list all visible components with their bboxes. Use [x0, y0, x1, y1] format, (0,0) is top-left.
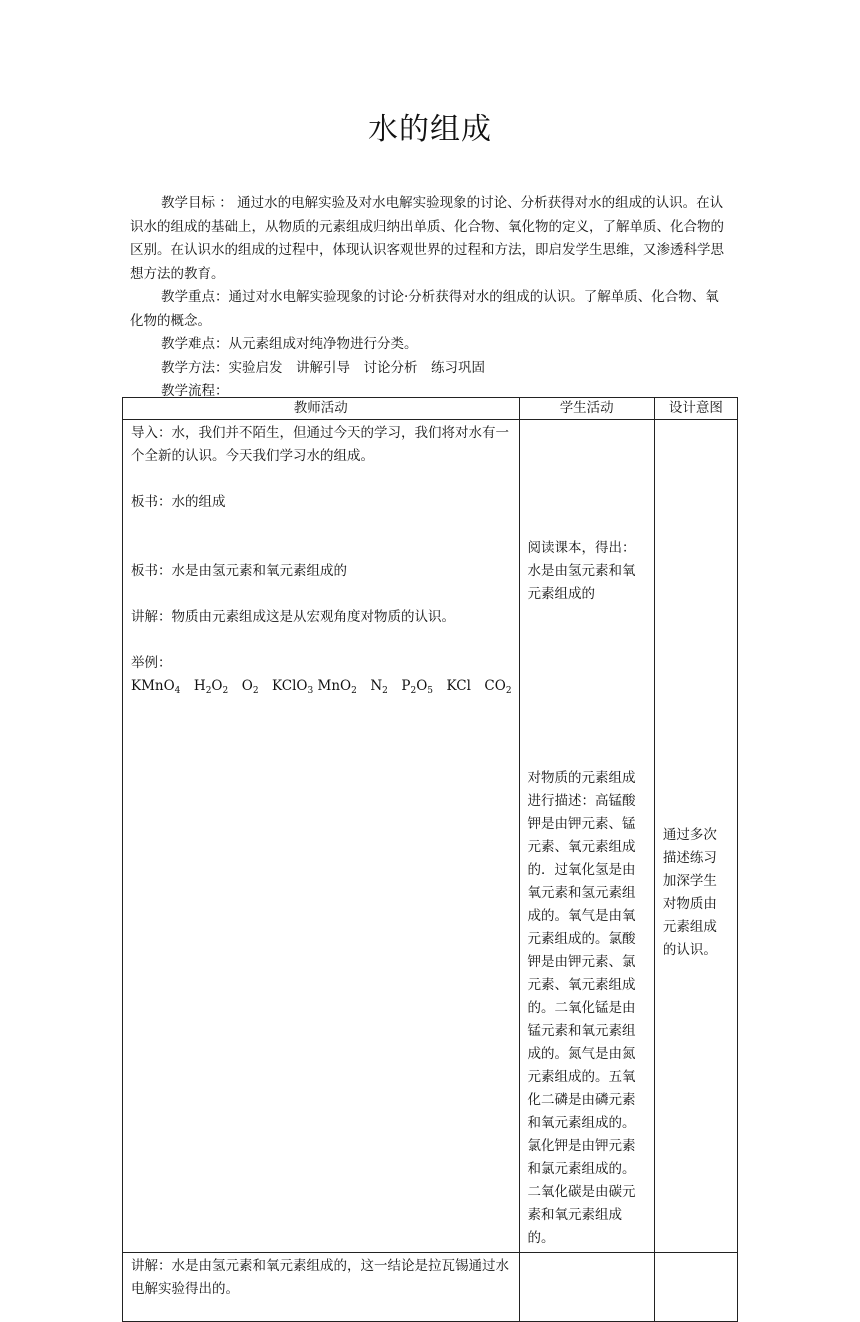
- table-row: [123, 420, 738, 1253]
- header-teacher: 教师活动: [123, 398, 520, 420]
- chemical-formula: KCl: [446, 678, 471, 694]
- teacher-example: [131, 652, 512, 698]
- intent-cell: [654, 420, 737, 1253]
- table-header-row: [123, 398, 738, 420]
- student-reading: 阅读课本，得出：水是由氢元素和氧元素组成的: [527, 540, 636, 602]
- teaching-methods: 教学方法：实验启发 讲解引导 讨论分析 练习巩固: [161, 359, 485, 376]
- design-intent: 通过多次描述练习加深学生对物质由元素组成的认识。: [662, 827, 717, 958]
- teacher-board-2: 板书：水是由氢元素和氧元素组成的: [131, 563, 347, 579]
- formula-list: [131, 678, 512, 694]
- lesson-intro: [130, 192, 732, 404]
- chemical-formula: $CO_2$: [484, 678, 512, 696]
- teaching-process: 教学流程：: [161, 383, 229, 399]
- teaching-goal: 教学目标 ： 通过水的电解实验及对水电解实验现象的讨论、分析获得对水的组成的认识。在认识水的组成的基础上，从物质的元素组成归纳出单质、化合物、氧化物的定义，了解单质、化合物的区别。在认识水的组成的过程中，体现认识客观世界的过程和方法，即启发学生思维，又渗透科学思想方法的教育。: [130, 195, 724, 282]
- page-title: 水的组成: [368, 112, 492, 147]
- header-student: 学生活动: [519, 398, 654, 420]
- teaching-key-points: 教学重点：通过对水电解实验现象的讨论·分析获得对水的组成的认识。了解单质、化合物、氧化物的概念。: [130, 289, 719, 329]
- teaching-difficulty: 教学难点：从元素组成对纯净物进行分类。: [161, 336, 418, 352]
- teaching-flow-table: [122, 397, 738, 1322]
- student-cell: [519, 420, 654, 1253]
- teacher-cell: [123, 420, 520, 1253]
- header-intent: 设计意图: [654, 398, 737, 420]
- intent-cell-2: [654, 1253, 737, 1322]
- student-description: 对物质的元素组成进行描述：高锰酸钾是由钾元素、锰元素、氧元素组成的．过氧化氢是由氧元素和氢元素组成的。氧气是由氧元素组成的。氯酸钾是由钾元素、氯元素、氧元素组成的。二氧化锰是由锰元素和氧元素组成的。氮气是由氮元素组成的。五氧化二磷是由磷元素和氧元素组成的。氯化钾是由钾元素和氯元素组成的。二氧化碳是由碳元素和氧元素组成的。: [527, 770, 636, 1246]
- example-label: 举例：: [131, 655, 172, 671]
- chemical-formula: $N_2$: [370, 678, 388, 696]
- chemical-formula: $O_2$: [241, 678, 259, 696]
- chemical-formula: $H_2O_2$: [193, 678, 229, 696]
- chemical-formula: KClO$_3$: [272, 678, 314, 696]
- teacher-cell-2: 讲解：水是由氢元素和氧元素组成的，这一结论是拉瓦锡通过水电解实验得出的。: [123, 1253, 520, 1322]
- teacher-intro: 导入：水，我们并不陌生，但通过今天的学习，我们将对水有一个全新的认识。今天我们学习水的组成。: [131, 425, 509, 464]
- chemical-formula: MnO$_2$: [317, 678, 357, 696]
- student-cell-2: [519, 1253, 654, 1322]
- chemical-formula: KMnO$_4$: [131, 678, 181, 696]
- table-row: [123, 1253, 738, 1322]
- teacher-lecture: 讲解：物质由元素组成这是从宏观角度对物质的认识。: [131, 609, 455, 625]
- chemical-formula: $P_2O_5$: [401, 678, 434, 696]
- teacher-board-1: 板书：水的组成: [131, 494, 226, 510]
